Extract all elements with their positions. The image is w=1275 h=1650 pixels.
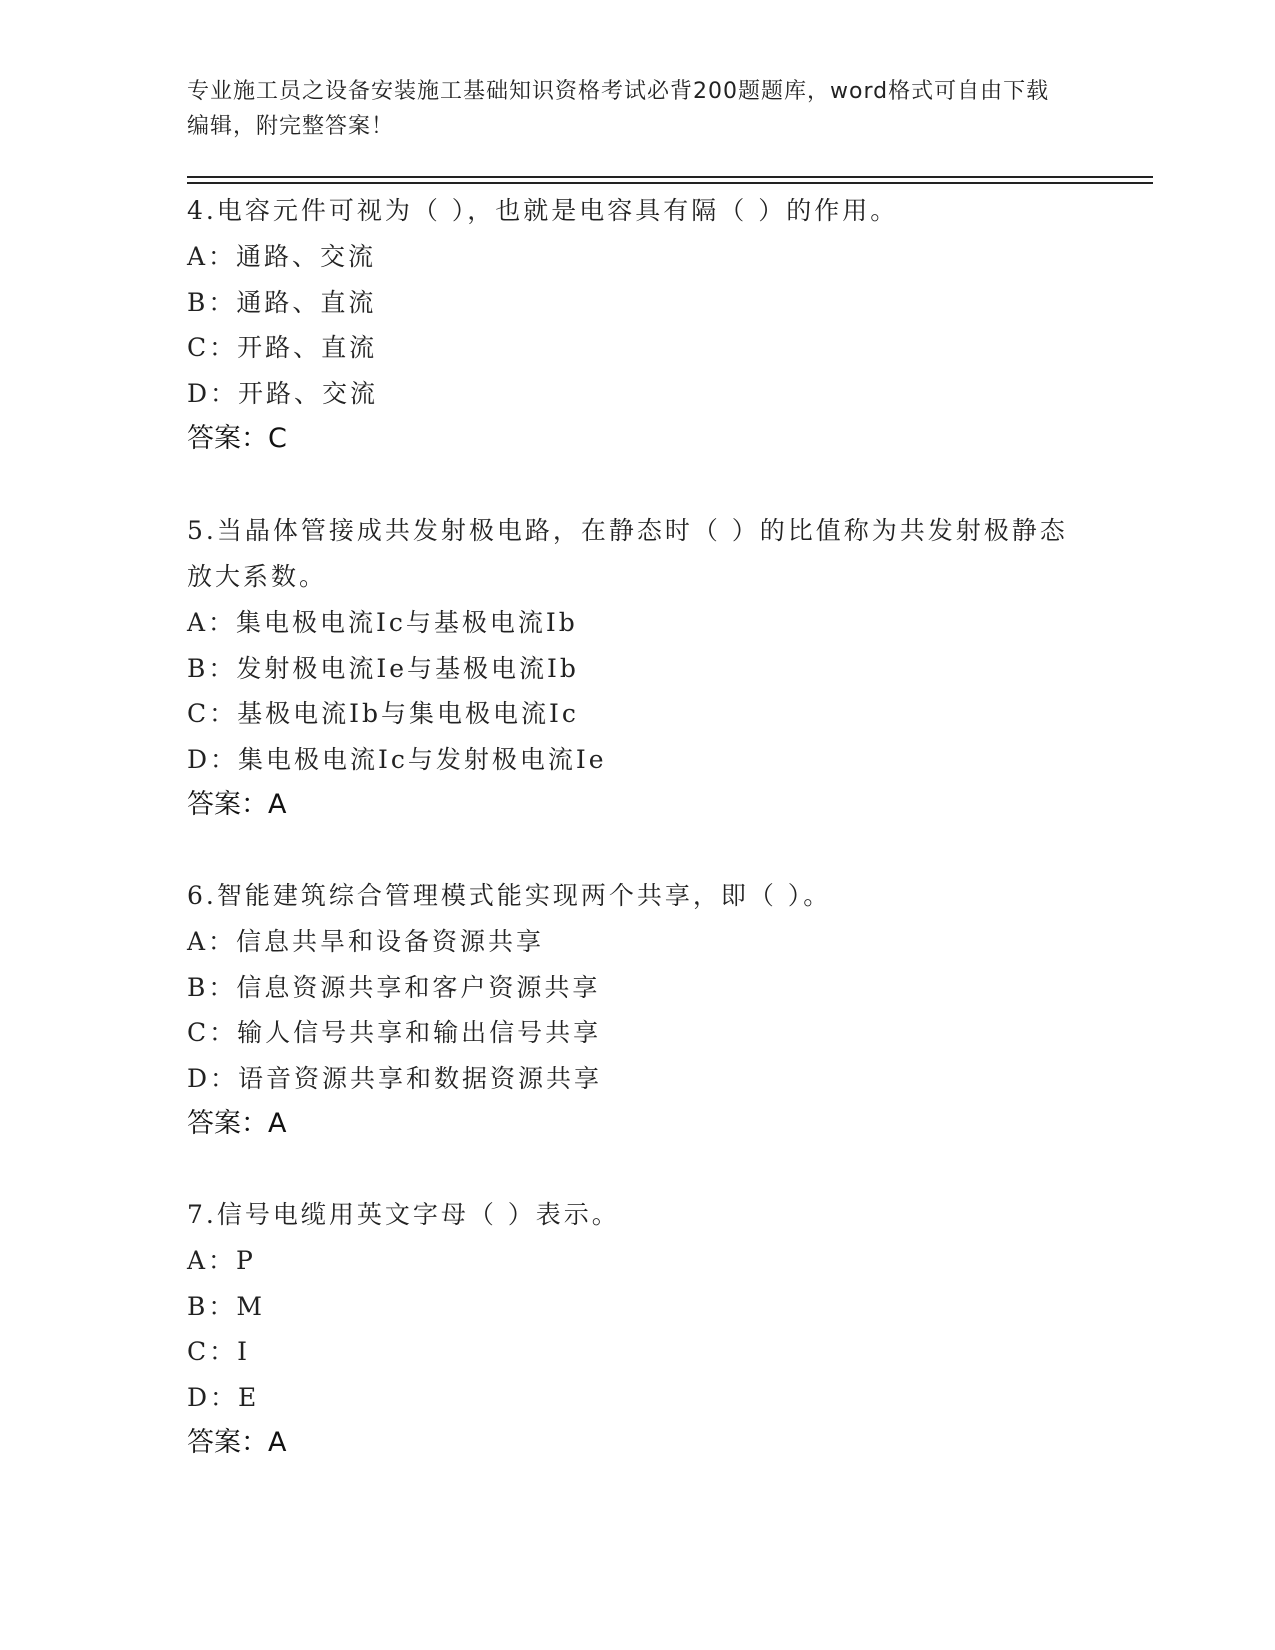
option-c: C：I	[187, 1337, 251, 1366]
option-b: B：信息资源共享和客户资源共享	[187, 972, 601, 1002]
question-stem: 6.智能建筑综合管理模式能实现两个共享，即（ ）。	[187, 881, 832, 910]
question-5	[187, 508, 1087, 828]
question-7	[187, 1192, 1087, 1466]
option-d: D：开路、交流	[187, 378, 379, 408]
option-d: D：E	[187, 1382, 260, 1412]
option-a: A：P	[187, 1246, 256, 1275]
option-d: D：集电极电流Ic与发射极电流Ie	[187, 744, 607, 774]
question-stem: 7.信号电缆用英文字母（ ）表示。	[187, 1200, 620, 1229]
question-4	[187, 188, 1087, 462]
answer: 答案：A	[187, 1108, 287, 1139]
header-divider-top	[187, 176, 1153, 178]
header-divider-bottom	[187, 182, 1153, 184]
option-c: C：输人信号共享和输出信号共享	[187, 1018, 602, 1047]
option-a: A：通路、交流	[187, 242, 377, 271]
option-c: C：基极电流Ib与集电极电流Ic	[187, 699, 579, 728]
option-a: A：信息共旱和设备资源共享	[187, 927, 545, 956]
option-c: C：开路、直流	[187, 333, 378, 362]
question-stem: 5.当晶体管接成共发射极电路，在静态时（ ）的比值称为共发射极静态放大系数。	[187, 516, 1068, 591]
option-b: B：M	[187, 1291, 265, 1321]
document-header: 专业施工员之设备安装施工基础知识资格考试必背200题题库，word格式可自由下载编辑，附完整答案！	[187, 79, 1050, 139]
answer: 答案：C	[187, 423, 287, 454]
question-stem: 4.电容元件可视为（ ），也就是电容具有隔（ ）的作用。	[187, 196, 899, 225]
option-b: B：发射极电流Ie与基极电流Ib	[187, 653, 579, 683]
option-b: B：通路、直流	[187, 287, 377, 317]
answer: 答案：A	[187, 1427, 287, 1458]
question-6	[187, 873, 1087, 1147]
option-d: D：语音资源共享和数据资源共享	[187, 1063, 603, 1093]
answer: 答案：A	[187, 789, 287, 820]
option-a: A：集电极电流Ic与基极电流Ib	[187, 608, 578, 637]
